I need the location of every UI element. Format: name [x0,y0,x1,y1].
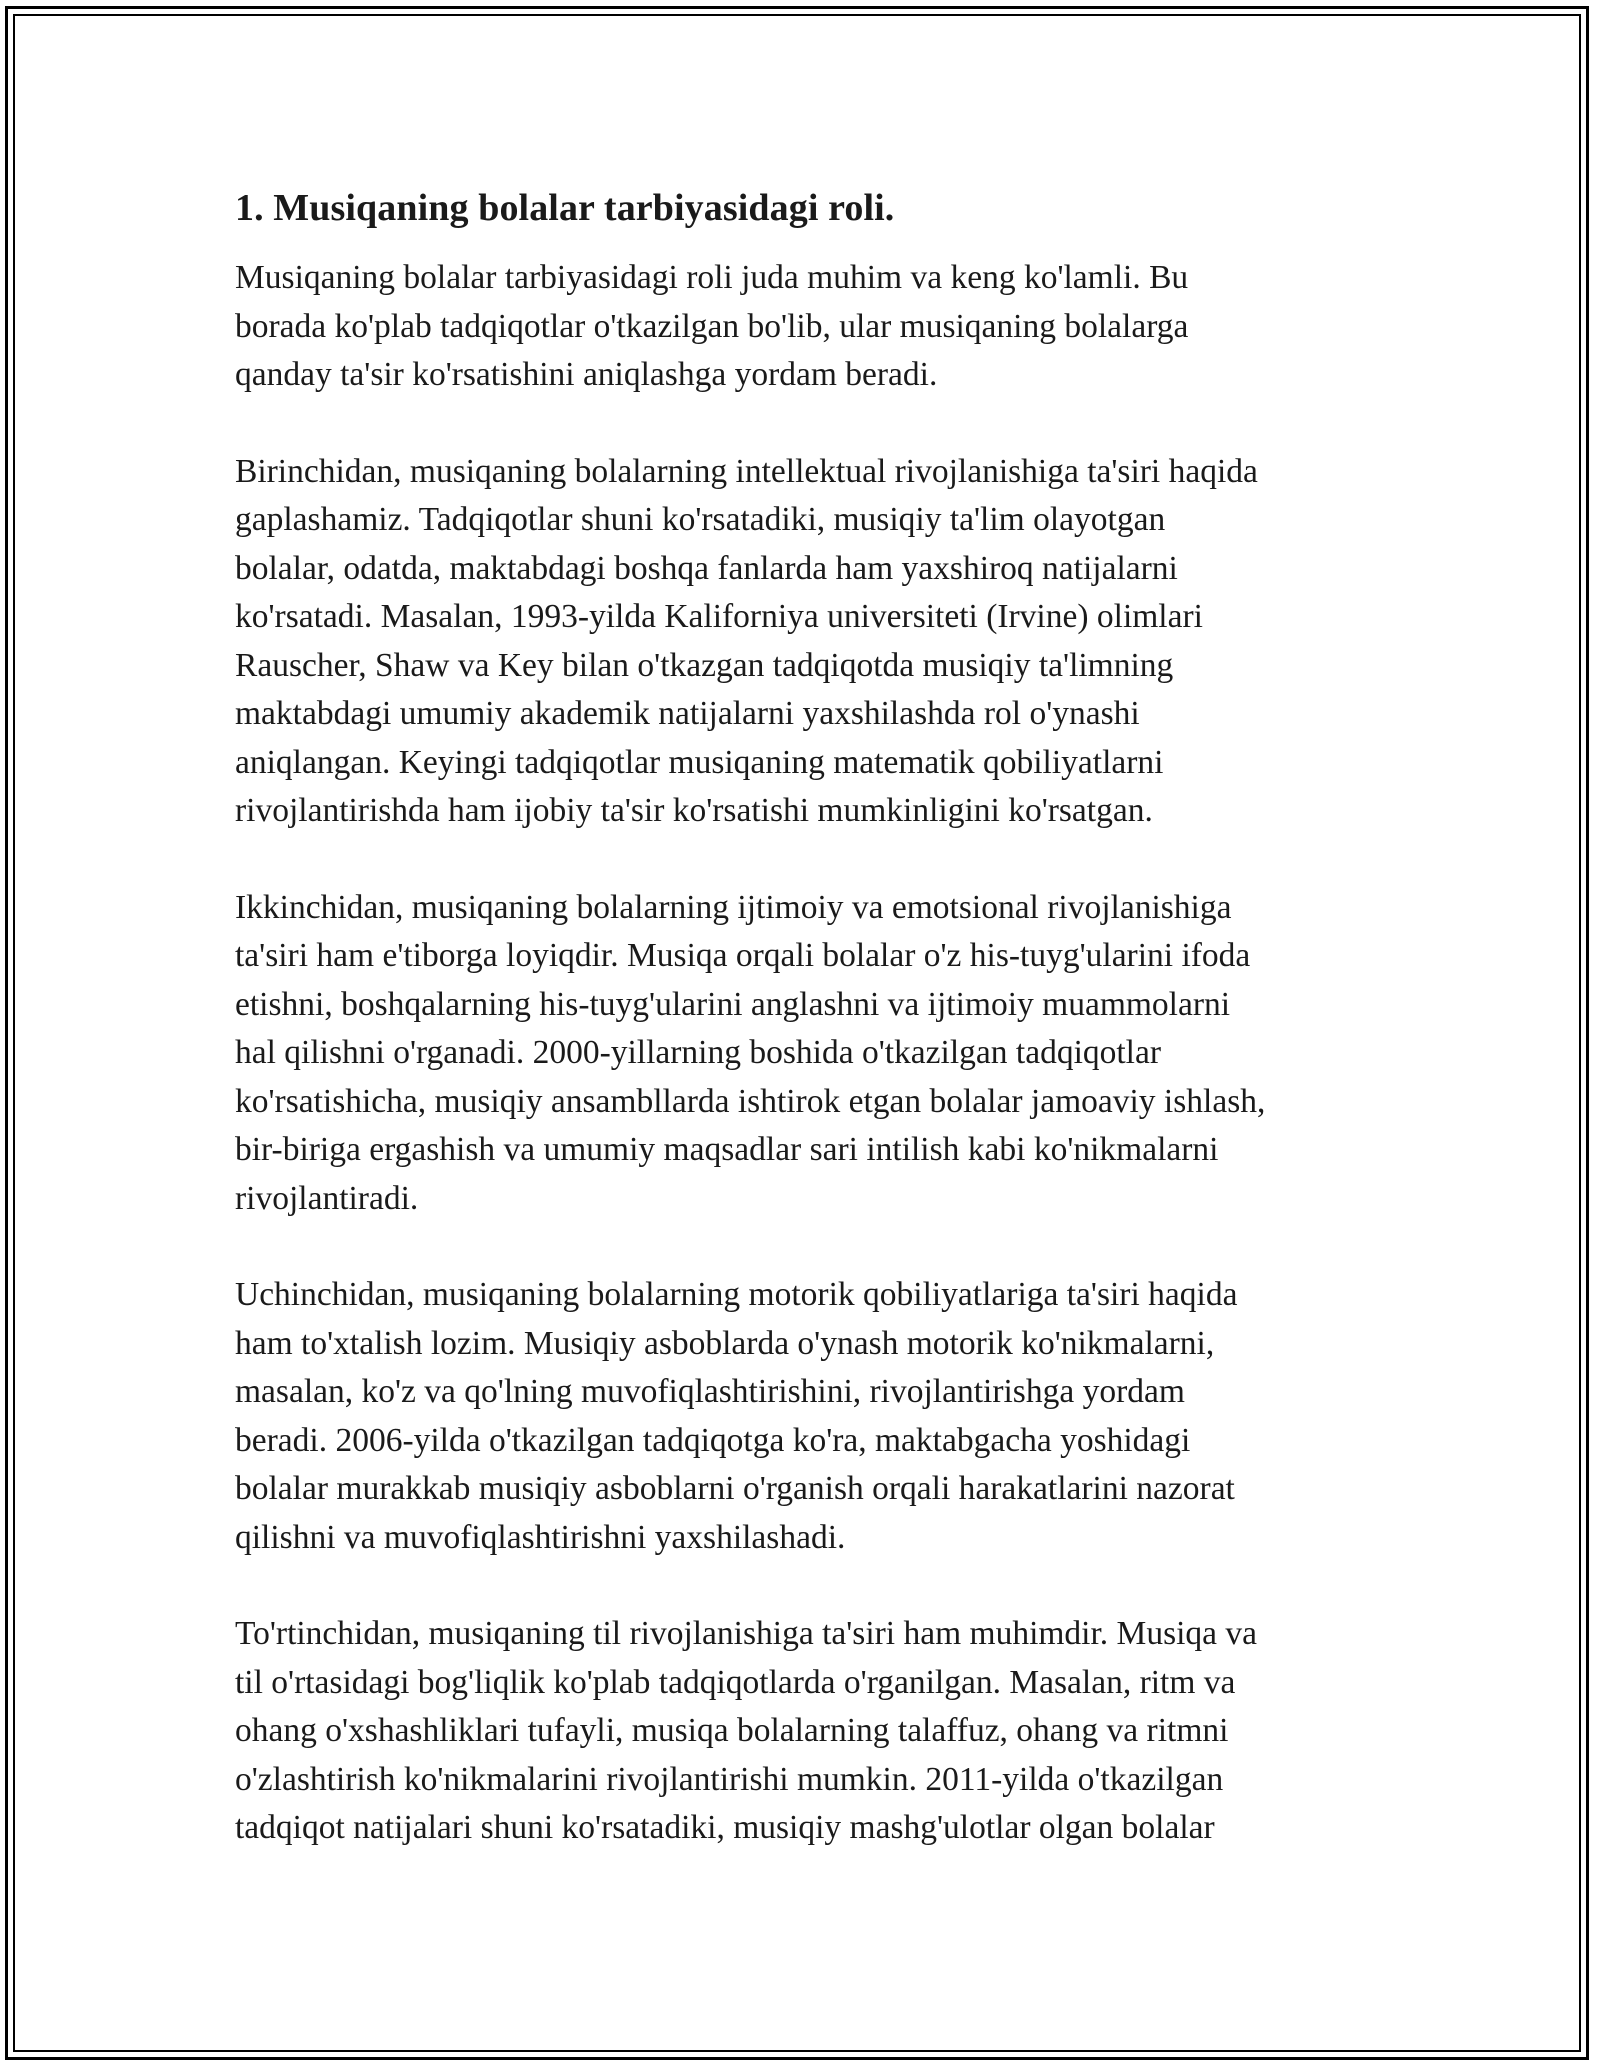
text-line: aniqlangan. Keyingi tadqiqotlar musiqaning matematik qobiliyatlarni [235,743,1164,781]
text-line: maktabdagi umumiy akademik natijalarni yaxshilashda rol o'ynashi [235,695,1140,732]
section-heading: 1. Musiqaning bolalar tarbiyasidagi roli. [235,187,895,229]
text-line: bir-biriga ergashish va umumiy maqsadlar sari intilish kabi ko'nikmalarni [235,1131,1219,1168]
text-line: rivojlantiradi. [235,1179,419,1217]
text-line: bolalar murakkab musiqiy asboblarni o'rganish orqali harakatlarini nazorat [235,1470,1235,1507]
text-line: qilishni va muvofiqlashtirishni yaxshilashadi. [235,1518,846,1556]
text-line: Uchinchidan, musiqaning bolalarning motorik qobiliyatlariga ta'siri haqida [235,1276,1238,1313]
text-line: To'rtinchidan, musiqaning til rivojlanishiga ta'siri ham muhimdir. Musiqa va [235,1615,1258,1652]
text-line: tadqiqot natijalari shuni ko'rsatadiki, musiqiy mashg'ulotlar olgan bolalar [235,1809,1215,1846]
text-line: Ikkinchidan, musiqaning bolalarning ijtimoiy va emotsional rivojlanishiga [235,888,1232,926]
text-line: ko'rsatadi. Masalan, 1993-yilda Kaliforniya universiteti (Irvine) olimlari [235,598,1203,635]
text-line: o'zlashtirish ko'nikmalarini rivojlantirishi mumkin. 2011-yilda o'tkazilgan [235,1760,1224,1798]
paragraph-4 [235,1271,1385,1562]
text-line: masalan, ko'z va qo'lning muvofiqlashtirishini, rivojlantirishga yordam [235,1373,1185,1410]
document-body [235,184,1385,1901]
text-line: qanday ta'sir ko'rsatishini aniqlashga yordam beradi. [235,356,938,393]
paragraph-5 [235,1610,1385,1853]
text-line: ko'rsatishicha, musiqiy ansambllarda ishtirok etgan bolalar jamoaviy ishlash, [235,1082,1266,1120]
text-line: til o'rtasidagi bog'liqlik ko'plab tadqiqotlarda o'rganilgan. Masalan, ritm va [235,1663,1236,1701]
text-line: ohang o'xshashliklari tufayli, musiqa bolalarning talaffuz, ohang va ritmni [235,1712,1229,1749]
text-line: rivojlantirishda ham ijobiy ta'sir ko'rsatishi mumkinligini ko'rsatgan. [235,792,1153,829]
text-line: gaplashamiz. Tadqiqotlar shuni ko'rsatadiki, musiqiy ta'lim olayotgan [235,501,1166,538]
paragraph-3 [235,884,1385,1224]
text-line: hal qilishni o'rganadi. 2000-yillarning boshida o'tkazilgan tadqiqotlar [235,1034,1162,1071]
text-line: ta'siri ham e'tiborga loyiqdir. Musiqa orqali bolalar o'z his-tuyg'ularini ifoda [235,937,1251,974]
text-line: etishni, boshqalarning his-tuyg'ularini anglashni va ijtimoiy muammolarni [235,985,1231,1023]
text-line: Rauscher, Shaw va Key bilan o'tkazgan tadqiqotda musiqiy ta'limning [235,646,1174,684]
paragraph-2 [235,448,1385,836]
text-line: borada ko'plab tadqiqotlar o'tkazilgan bo'lib, ular musiqaning bolalarga [235,307,1189,345]
text-line: Birinchidan, musiqaning bolalarning intellektual rivojlanishiga ta'siri haqida [235,452,1258,490]
text-line: beradi. 2006-yilda o'tkazilgan tadqiqotga ko'ra, maktabgacha yoshidagi [235,1421,1191,1459]
text-line: ham to'xtalish lozim. Musiqiy asboblarda o'ynash motorik ko'nikmalarni, [235,1324,1215,1362]
paragraph-container [235,254,1385,1853]
text-line: bolalar, odatda, maktabdagi boshqa fanlarda ham yaxshiroq natijalarni [235,549,1178,587]
paragraph-1 [235,254,1385,400]
text-line: Musiqaning bolalar tarbiyasidagi roli juda muhim va keng ko'lamli. Bu [235,259,1189,296]
